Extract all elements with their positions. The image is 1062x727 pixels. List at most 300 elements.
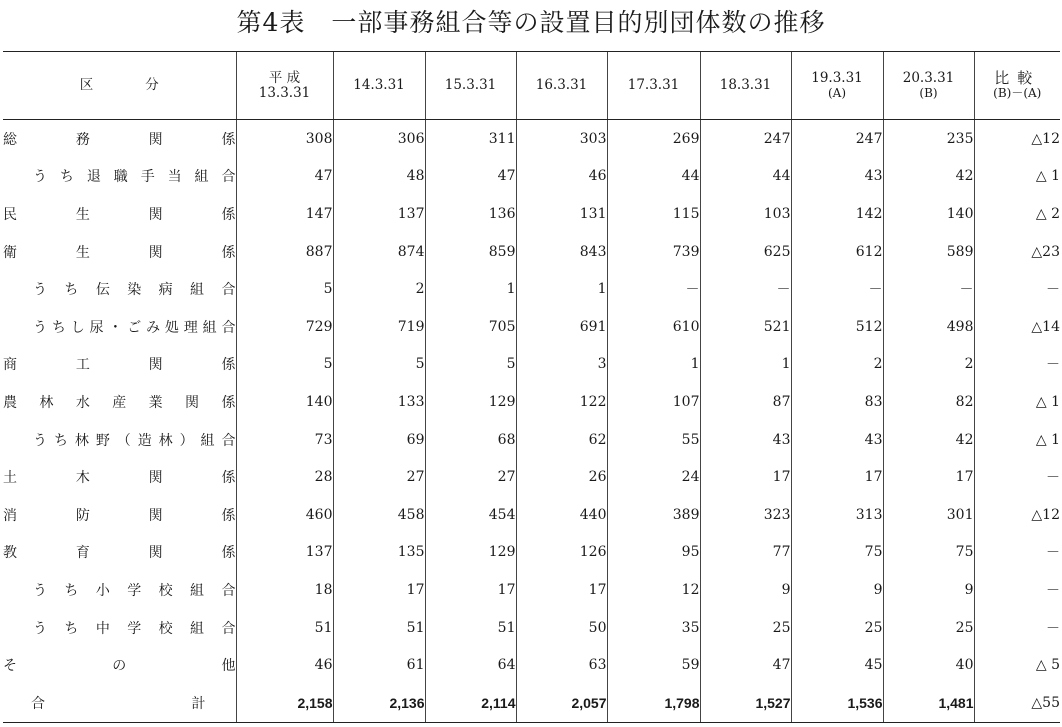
table-cell: 247	[791, 120, 883, 158]
table-cell: 235	[883, 120, 974, 158]
table-cell: －	[883, 270, 974, 308]
table-cell: 17	[791, 458, 883, 496]
header-comparison-title: 比較	[994, 68, 1041, 87]
table-cell: 131	[516, 195, 607, 233]
table-row	[3, 609, 1060, 647]
table-cell: 129	[425, 534, 516, 572]
comparison-cell: △ 2	[974, 195, 1060, 233]
data-table	[3, 51, 1060, 723]
total-label-char: 合	[31, 695, 45, 712]
table-cell: 739	[607, 233, 700, 271]
table-cell: 589	[883, 233, 974, 271]
total-label	[3, 684, 236, 722]
row-label-char: 合	[221, 282, 236, 299]
row-label-char: 関	[148, 206, 163, 223]
table-cell: 691	[516, 308, 607, 346]
table-cell: 17	[700, 458, 791, 496]
comparison-cell: －	[974, 346, 1060, 384]
row-label-text	[3, 392, 236, 412]
row-label-char: 組	[202, 319, 217, 336]
row-label-char: 合	[221, 169, 236, 186]
table-cell: 137	[236, 534, 333, 572]
row-label-char: 生	[75, 206, 90, 223]
row-label-char: 関	[148, 470, 163, 487]
row-label-char: う	[33, 282, 47, 299]
row-label-char: 工	[75, 357, 90, 374]
table-cell: 133	[333, 383, 425, 421]
table-cell: 82	[883, 383, 974, 421]
table-cell: 9	[883, 571, 974, 609]
table-cell: 69	[333, 421, 425, 459]
table-cell: 55	[607, 421, 700, 459]
table-cell: 2	[791, 346, 883, 384]
row-label-char: 関	[185, 394, 200, 411]
table-cell: 5	[425, 346, 516, 384]
row-label-char: 組	[190, 620, 205, 637]
row-label	[3, 496, 236, 534]
total-cell: 2,057	[516, 684, 607, 722]
row-label	[3, 534, 236, 572]
table-cell: 460	[236, 496, 333, 534]
row-label-char: 理	[183, 319, 198, 336]
header-date: 18.3.31	[700, 52, 791, 120]
row-label-char: 学	[127, 620, 142, 637]
table-row	[3, 496, 1060, 534]
table-cell: 874	[333, 233, 425, 271]
header-date: 平 成 13.3.31	[236, 52, 333, 120]
comparison-cell: △23	[974, 233, 1060, 271]
table-cell: 46	[236, 646, 333, 684]
table-cell: 18	[236, 571, 333, 609]
row-label-char: 校	[158, 582, 173, 599]
total-cell: 1,798	[607, 684, 700, 722]
row-label-char: ）	[179, 432, 194, 449]
row-label-char: 係	[221, 206, 236, 223]
row-label-char: 水	[75, 394, 90, 411]
table-row	[3, 646, 1060, 684]
total-cell: 2,136	[333, 684, 425, 722]
table-cell: 1	[425, 270, 516, 308]
row-label-char: 民	[3, 206, 17, 223]
table-cell: 83	[791, 383, 883, 421]
table-cell: 25	[700, 609, 791, 647]
table-cell: 625	[700, 233, 791, 271]
row-label-char: 校	[158, 620, 173, 637]
table-cell: 140	[236, 383, 333, 421]
row-label-char: 商	[3, 357, 17, 374]
row-label-char: う	[33, 319, 47, 336]
row-label-char: 合	[221, 582, 236, 599]
row-label-char: ち	[51, 319, 66, 336]
header-date: 20.3.31 (B)	[883, 52, 974, 120]
row-label	[3, 458, 236, 496]
table-row	[3, 571, 1060, 609]
total-row	[3, 684, 1060, 722]
table-cell: 48	[333, 158, 425, 196]
comparison-cell: －	[974, 534, 1060, 572]
row-label-char: 合	[221, 432, 236, 449]
row-label-char: 産	[112, 394, 127, 411]
comparison-cell: －	[974, 458, 1060, 496]
row-label-char: 退	[86, 169, 101, 186]
table-cell: 311	[425, 120, 516, 158]
table-cell: 28	[236, 458, 333, 496]
row-label-char: 生	[75, 244, 90, 261]
table-cell: 129	[425, 383, 516, 421]
row-label-text	[33, 618, 236, 638]
table-cell: 77	[700, 534, 791, 572]
table-row	[3, 158, 1060, 196]
total-comparison-cell: △55	[974, 684, 1060, 722]
table-cell: 498	[883, 308, 974, 346]
row-label-text	[3, 129, 236, 149]
row-label-char: ち	[64, 282, 79, 299]
table-cell: 5	[236, 346, 333, 384]
table-cell: 59	[607, 646, 700, 684]
row-label-char: 尿	[89, 319, 104, 336]
table-cell: 17	[883, 458, 974, 496]
table-row	[3, 308, 1060, 346]
comparison-cell: △14	[974, 308, 1060, 346]
table-cell: 122	[516, 383, 607, 421]
row-label-char: （	[116, 432, 131, 449]
table-cell: 9	[791, 571, 883, 609]
table-cell: 301	[883, 496, 974, 534]
row-label-char: 農	[3, 394, 17, 411]
row-label-char: 関	[148, 545, 163, 562]
row-label-char: 処	[164, 319, 179, 336]
table-cell: 107	[607, 383, 700, 421]
row-label	[3, 346, 236, 384]
row-label-char: う	[33, 169, 47, 186]
table-row	[3, 233, 1060, 271]
table-cell: 43	[791, 421, 883, 459]
row-label-char: う	[33, 432, 47, 449]
row-label-char: 係	[221, 131, 236, 148]
row-label	[3, 383, 236, 421]
table-cell: 46	[516, 158, 607, 196]
table-cell: －	[791, 270, 883, 308]
comparison-cell: △12	[974, 120, 1060, 158]
comparison-cell: －	[974, 270, 1060, 308]
row-label	[3, 158, 236, 196]
table-cell: 142	[791, 195, 883, 233]
table-cell: 458	[333, 496, 425, 534]
row-label-text	[3, 354, 236, 374]
row-label	[3, 421, 236, 459]
table-cell: 47	[700, 646, 791, 684]
table-cell: 42	[883, 421, 974, 459]
table-cell: 25	[883, 609, 974, 647]
row-label-text	[3, 542, 236, 562]
table-cell: 247	[700, 120, 791, 158]
table-cell: 51	[236, 609, 333, 647]
table-cell: 1	[516, 270, 607, 308]
row-label-char: 他	[221, 658, 236, 675]
row-label-char: 組	[190, 582, 205, 599]
row-label-char: 育	[75, 545, 90, 562]
table-cell: 64	[425, 646, 516, 684]
row-label-char: 組	[200, 432, 215, 449]
table-row	[3, 346, 1060, 384]
table-cell: 5	[236, 270, 333, 308]
header-date: 16.3.31	[516, 52, 607, 120]
table-cell: 859	[425, 233, 516, 271]
table-cell: 43	[700, 421, 791, 459]
row-label-text	[33, 430, 236, 450]
table-cell: 27	[333, 458, 425, 496]
table-cell: 17	[333, 571, 425, 609]
comparison-cell: △ 1	[974, 383, 1060, 421]
comparison-cell: △12	[974, 496, 1060, 534]
table-row	[3, 270, 1060, 308]
table-cell: 42	[883, 158, 974, 196]
table-cell: 389	[607, 496, 700, 534]
table-cell: 40	[883, 646, 974, 684]
row-label-char: 業	[148, 394, 163, 411]
total-cell: 1,527	[700, 684, 791, 722]
row-label-char: 係	[221, 244, 236, 261]
row-label-char: 衛	[3, 244, 17, 261]
table-cell: 24	[607, 458, 700, 496]
table-cell: 68	[425, 421, 516, 459]
row-label-char: 職	[113, 169, 128, 186]
table-cell: 303	[516, 120, 607, 158]
table-cell: 62	[516, 421, 607, 459]
table-cell: 705	[425, 308, 516, 346]
row-label	[3, 609, 236, 647]
table-cell: 63	[516, 646, 607, 684]
table-cell: 140	[883, 195, 974, 233]
table-row	[3, 421, 1060, 459]
table-cell: 135	[333, 534, 425, 572]
row-label	[3, 120, 236, 158]
table-title: 第4表 一部事務組合等の設置目的別団体数の推移	[236, 8, 826, 37]
row-label-char: 小	[95, 582, 110, 599]
row-label-char: し	[70, 319, 85, 336]
table-cell: 147	[236, 195, 333, 233]
row-label-char: ち	[53, 432, 68, 449]
table-cell: 137	[333, 195, 425, 233]
header-date: 14.3.31	[333, 52, 425, 120]
row-label	[3, 571, 236, 609]
table-body	[3, 120, 1060, 723]
row-label-char: そ	[3, 658, 17, 675]
row-label-char: 係	[221, 507, 236, 524]
table-cell: 719	[333, 308, 425, 346]
total-cell: 1,481	[883, 684, 974, 722]
row-label-char: 組	[194, 169, 209, 186]
table-cell: 103	[700, 195, 791, 233]
comparison-cell: △ 1	[974, 421, 1060, 459]
table-cell: 50	[516, 609, 607, 647]
total-label-text	[31, 693, 206, 713]
table-cell: 1	[700, 346, 791, 384]
row-label	[3, 646, 236, 684]
table-cell: 45	[791, 646, 883, 684]
comparison-cell: －	[974, 609, 1060, 647]
table-cell: 440	[516, 496, 607, 534]
table-cell: 43	[791, 158, 883, 196]
table-cell: 44	[607, 158, 700, 196]
row-label-char: 合	[221, 319, 236, 336]
row-label-char: の	[112, 658, 127, 675]
table-cell: 306	[333, 120, 425, 158]
row-label-char: 係	[221, 394, 236, 411]
table-cell: 47	[425, 158, 516, 196]
row-label-char: 野	[95, 432, 110, 449]
header-category-char-2: 分	[145, 77, 159, 93]
row-label-char: 林	[158, 432, 173, 449]
table-row	[3, 534, 1060, 572]
row-label-text	[33, 166, 236, 186]
table-cell: －	[700, 270, 791, 308]
row-label-char: 合	[221, 620, 236, 637]
table-cell: 25	[791, 609, 883, 647]
comparison-cell: △ 5	[974, 646, 1060, 684]
total-label-char: 計	[191, 695, 206, 712]
table-row	[3, 120, 1060, 158]
table-cell: 610	[607, 308, 700, 346]
table-cell: 75	[883, 534, 974, 572]
table-cell: 843	[516, 233, 607, 271]
table-cell: 17	[516, 571, 607, 609]
header-date: 15.3.31	[425, 52, 516, 120]
table-cell: 612	[791, 233, 883, 271]
row-label	[3, 233, 236, 271]
table-cell: 512	[791, 308, 883, 346]
table-cell: 44	[700, 158, 791, 196]
comparison-cell: －	[974, 571, 1060, 609]
row-label-char: 林	[39, 394, 54, 411]
table-cell: 323	[700, 496, 791, 534]
table-cell: 26	[516, 458, 607, 496]
row-label-char: 手	[140, 169, 155, 186]
table-cell: 1	[607, 346, 700, 384]
table-cell: 73	[236, 421, 333, 459]
row-label-char: 関	[148, 131, 163, 148]
row-label-char: 総	[3, 131, 17, 148]
table-cell: 51	[333, 609, 425, 647]
row-label-text	[3, 204, 236, 224]
row-label-char: 造	[137, 432, 152, 449]
table-cell: 75	[791, 534, 883, 572]
table-cell: 308	[236, 120, 333, 158]
table-cell: 313	[791, 496, 883, 534]
row-label-text	[3, 505, 236, 525]
row-label-char: ち	[59, 169, 74, 186]
table-cell: 126	[516, 534, 607, 572]
table-cell: 51	[425, 609, 516, 647]
row-label-char: 教	[3, 545, 17, 562]
table-cell: 17	[425, 571, 516, 609]
header-date: 17.3.31	[607, 52, 700, 120]
row-label	[3, 308, 236, 346]
row-label-char: ち	[64, 620, 79, 637]
table-cell: 3	[516, 346, 607, 384]
row-label-char: 土	[3, 470, 17, 487]
header-row	[3, 52, 1060, 120]
row-label-char: 係	[221, 357, 236, 374]
table-cell: 115	[607, 195, 700, 233]
row-label-char: う	[33, 620, 47, 637]
row-label	[3, 195, 236, 233]
row-label-char: 当	[167, 169, 182, 186]
table-cell: 5	[333, 346, 425, 384]
total-cell: 1,536	[791, 684, 883, 722]
row-label-char: 木	[75, 470, 90, 487]
row-label-text	[33, 279, 236, 299]
row-label-text	[3, 655, 236, 675]
table-cell: 9	[700, 571, 791, 609]
table-cell: 35	[607, 609, 700, 647]
row-label-char: 染	[127, 282, 142, 299]
header-comparison-formula: (B)－(A)	[993, 85, 1042, 100]
row-label-char: 関	[148, 507, 163, 524]
header-category-char-1: 区	[79, 77, 94, 93]
table-cell: 2	[883, 346, 974, 384]
row-label-char: 林	[74, 432, 89, 449]
table-cell: 47	[236, 158, 333, 196]
table-cell: 2	[333, 270, 425, 308]
table-cell: 729	[236, 308, 333, 346]
row-label-char: 務	[75, 131, 90, 148]
header-comparison	[974, 52, 1060, 120]
row-label-char: 消	[3, 507, 17, 524]
row-label-char: 学	[127, 582, 142, 599]
row-label-text	[33, 580, 236, 600]
row-label-char: ・	[108, 319, 123, 336]
table-cell: 95	[607, 534, 700, 572]
table-cell: 887	[236, 233, 333, 271]
row-label-char: 関	[148, 244, 163, 261]
row-label-char: ご	[127, 319, 142, 336]
table-cell: 27	[425, 458, 516, 496]
table-cell: 61	[333, 646, 425, 684]
row-label-char: ち	[64, 582, 79, 599]
header-category	[3, 52, 236, 120]
row-label	[3, 270, 236, 308]
table-cell: －	[607, 270, 700, 308]
row-label-char: 組	[190, 282, 205, 299]
row-label-text	[3, 242, 236, 262]
row-label-text	[33, 317, 236, 337]
row-label-char: 伝	[95, 282, 110, 299]
table-row	[3, 383, 1060, 421]
table-cell: 12	[607, 571, 700, 609]
row-label-char: う	[33, 582, 47, 599]
row-label-text	[3, 467, 236, 487]
total-cell: 2,114	[425, 684, 516, 722]
total-cell: 2,158	[236, 684, 333, 722]
comparison-cell: △ 1	[974, 158, 1060, 196]
table-cell: 87	[700, 383, 791, 421]
row-label-char: 係	[221, 470, 236, 487]
table-row	[3, 458, 1060, 496]
table-cell: 136	[425, 195, 516, 233]
table-cell: 269	[607, 120, 700, 158]
table-row	[3, 195, 1060, 233]
row-label-char: 中	[95, 620, 110, 637]
row-label-char: 係	[221, 545, 236, 562]
table-cell: 521	[700, 308, 791, 346]
row-label-char: 病	[158, 282, 173, 299]
table-cell: 454	[425, 496, 516, 534]
row-label-char: み	[146, 319, 161, 336]
row-label-char: 防	[75, 507, 90, 524]
header-date: 19.3.31 (A)	[791, 52, 883, 120]
row-label-char: 関	[148, 357, 163, 374]
